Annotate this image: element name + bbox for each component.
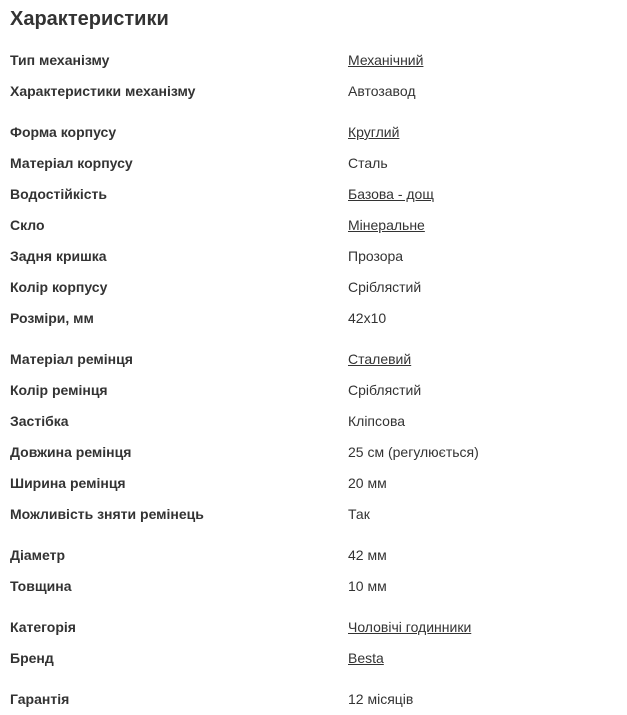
spec-group-strap [0, 344, 627, 530]
spec-group-catalog [0, 612, 627, 674]
spec-label: Колір корпусу [10, 279, 108, 295]
spec-value: Сталь [348, 155, 388, 171]
spec-row-case-back [0, 241, 627, 272]
spec-label: Матеріал ремінця [10, 351, 133, 367]
spec-value: 42x10 [348, 310, 387, 326]
spec-value: 10 мм [348, 578, 387, 594]
spec-group-warranty [0, 684, 627, 715]
spec-row-mechanism-features [0, 76, 627, 107]
spec-label: Задня кришка [10, 248, 107, 264]
spec-value: Так [348, 506, 370, 522]
spec-value-link[interactable]: Чоловічі годинники [348, 619, 472, 635]
spec-label: Форма корпусу [10, 124, 117, 140]
spec-label: Водостійкість [10, 186, 108, 202]
spec-group-size [0, 540, 627, 602]
spec-label: Матеріал корпусу [10, 155, 133, 171]
spec-row-brand [0, 643, 627, 674]
spec-value-link[interactable]: Мінеральне [348, 217, 425, 233]
spec-row-warranty [0, 684, 627, 715]
spec-row-category [0, 612, 627, 643]
spec-row-glass [0, 210, 627, 241]
spec-row-strap-color [0, 375, 627, 406]
spec-row-diameter [0, 540, 627, 571]
spec-value-link[interactable]: Круглий [348, 124, 400, 140]
spec-row-mechanism-type [0, 45, 627, 76]
spec-label: Можливість зняти ремінець [10, 506, 204, 522]
spec-value-link[interactable]: Сталевий [348, 351, 412, 367]
spec-row-thickness [0, 571, 627, 602]
spec-row-strap-removable [0, 499, 627, 530]
spec-label: Довжина ремінця [10, 444, 132, 460]
spec-label: Тип механізму [10, 52, 110, 68]
spec-row-clasp [0, 406, 627, 437]
spec-label: Характеристики механізму [10, 83, 196, 99]
spec-value: Кліпсова [348, 413, 406, 429]
spec-value-link[interactable]: Базова - дощ [348, 186, 434, 202]
page-title: Характеристики [10, 8, 169, 30]
spec-label: Застібка [10, 413, 69, 429]
spec-value: 20 мм [348, 475, 387, 491]
spec-value: Сріблястий [348, 382, 422, 398]
spec-value-link[interactable]: Механічний [348, 52, 424, 68]
spec-row-dimensions [0, 303, 627, 334]
spec-label: Категорія [10, 619, 76, 635]
spec-row-case-shape [0, 117, 627, 148]
spec-label: Діаметр [10, 547, 66, 563]
spec-value: 12 місяців [348, 691, 414, 707]
spec-row-water-resistance [0, 179, 627, 210]
spec-label: Гарантія [10, 691, 70, 707]
spec-value: Сріблястий [348, 279, 422, 295]
spec-value: Автозавод [348, 83, 416, 99]
spec-label: Товщина [10, 578, 72, 594]
spec-label: Скло [10, 217, 45, 233]
spec-row-strap-material [0, 344, 627, 375]
spec-row-strap-width [0, 468, 627, 499]
spec-value: 42 мм [348, 547, 387, 563]
spec-group-case [0, 117, 627, 334]
spec-value-link[interactable]: Besta [348, 650, 384, 666]
spec-label: Колір ремінця [10, 382, 108, 398]
spec-row-strap-length [0, 437, 627, 468]
spec-row-case-color [0, 272, 627, 303]
spec-value: Прозора [348, 248, 404, 264]
spec-row-case-material [0, 148, 627, 179]
spec-label: Бренд [10, 650, 54, 666]
spec-label: Ширина ремінця [10, 475, 126, 491]
spec-value: 25 см (регулюється) [348, 444, 479, 460]
spec-label: Розміри, мм [10, 310, 94, 326]
spec-group-mechanism [0, 45, 627, 107]
